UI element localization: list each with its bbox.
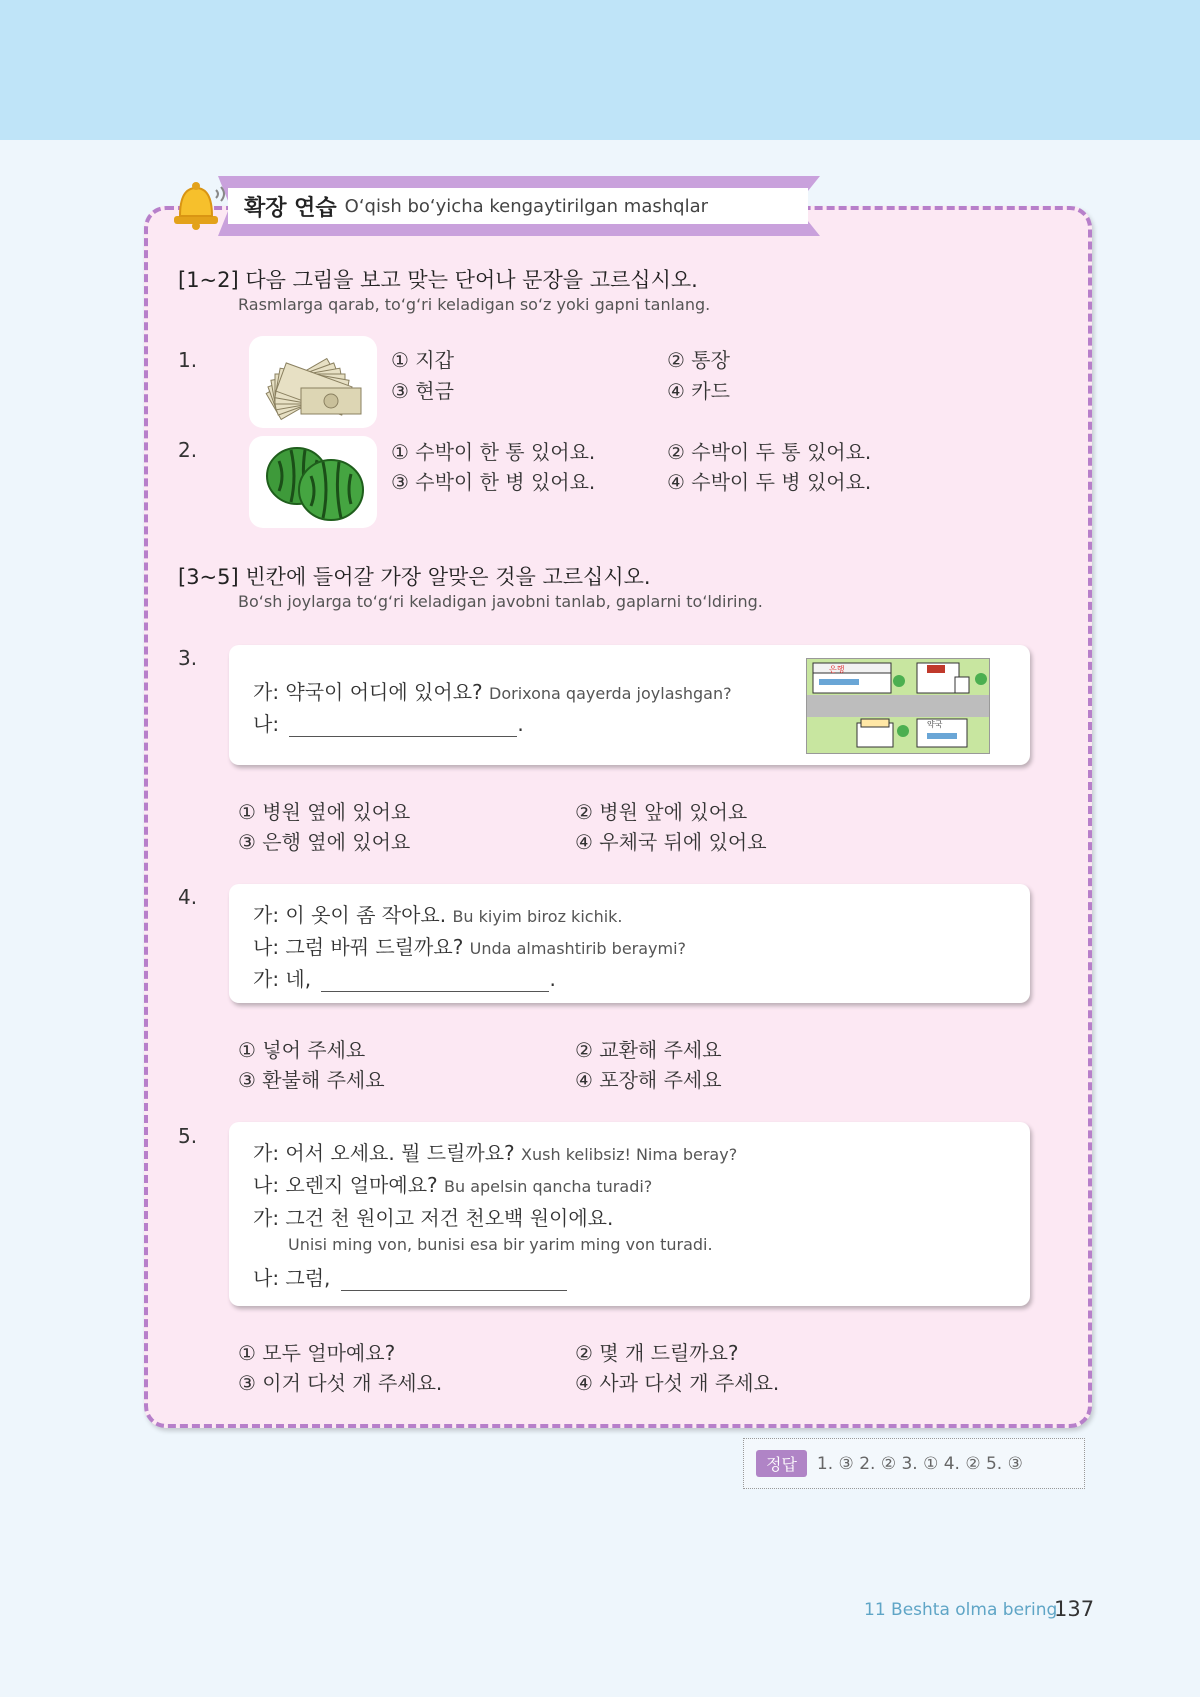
bell-icon (170, 176, 230, 232)
answer-key-label: 정답 (756, 1450, 807, 1477)
instruction-2-uzbek: Bo‘sh joylarga to‘g‘ri keladigan javobni tanlab, gaplarni to‘ldiring. (238, 592, 763, 611)
footer-chapter-title: 11 Beshta olma bering (864, 1600, 1058, 1620)
q5-line-4: 나: 그럼, (253, 1262, 567, 1291)
q5-line-3-translation: Unisi ming von, bunisi esa bir yarim ming von turadi. (288, 1235, 713, 1254)
answer-key (743, 1438, 1085, 1489)
q3-line-1: 가: 약국이 어디에 있어요? Dorixona qayerda joylashgan? (253, 680, 732, 704)
q5-answer-blank[interactable] (341, 1270, 567, 1291)
section-title (228, 188, 808, 224)
q2-option-3[interactable]: ③ 수박이 한 병 있어요. (391, 470, 596, 494)
q2-option-1[interactable]: ① 수박이 한 통 있어요. (391, 440, 596, 464)
q4-line-2: 나: 그럼 바꿔 드릴까요? Unda almashtirib beraymi? (253, 935, 687, 959)
q5-option-2[interactable]: ② 몇 개 드릴까요? (575, 1341, 739, 1365)
question-1-number: 1. (178, 348, 198, 372)
q2-option-2[interactable]: ② 수박이 두 통 있어요. (667, 440, 872, 464)
q3-option-2[interactable]: ② 병원 앞에 있어요 (575, 800, 748, 824)
top-band (0, 0, 1200, 140)
question-4-dialog (229, 884, 1030, 1003)
q3-option-1[interactable]: ① 병원 옆에 있어요 (238, 800, 411, 824)
q4-line-1: 가: 이 옷이 좀 작아요. Bu kiyim biroz kichik. (253, 903, 623, 927)
q5-option-1[interactable]: ① 모두 얼마예요? (238, 1341, 396, 1365)
q5-line-2: 나: 오렌지 얼마예요? Bu apelsin qancha turadi? (253, 1173, 653, 1197)
map-label-pharmacy: 약국 (927, 720, 943, 729)
q3-line-2: 나: . (253, 712, 524, 736)
cash-image (249, 336, 377, 428)
q4-answer-blank[interactable] (321, 971, 549, 992)
page-number: 137 (1054, 1597, 1095, 1621)
title-korean: 확장 연습 (244, 195, 337, 221)
q3-option-3[interactable]: ③ 은행 옆에 있어요 (238, 830, 411, 854)
q5-option-3[interactable]: ③ 이거 다섯 개 주세요. (238, 1371, 443, 1395)
map-label-bank: 은행 (829, 665, 845, 674)
q1-option-3[interactable]: ③ 현금 (391, 379, 454, 403)
question-2-number: 2. (178, 438, 198, 462)
q5-line-1: 가: 어서 오세요. 뭘 드릴까요? Xush kelibsiz! Nima beray? (253, 1141, 738, 1165)
q4-option-3[interactable]: ③ 환불해 주세요 (238, 1068, 385, 1092)
q2-option-4[interactable]: ④ 수박이 두 병 있어요. (667, 470, 872, 494)
q4-option-1[interactable]: ① 넣어 주세요 (238, 1038, 366, 1062)
watermelon-image (249, 436, 377, 528)
title-uzbek: O‘qish bo‘yicha kengaytirilgan mashqlar (344, 195, 708, 217)
street-map-image (806, 658, 990, 754)
q1-option-4[interactable]: ④ 카드 (667, 379, 730, 403)
q5-line-3: 가: 그건 천 원이고 저건 천오백 원이에요. (253, 1206, 614, 1230)
q1-option-1[interactable]: ① 지갑 (391, 348, 454, 372)
instruction-2-korean: [3~5] 빈칸에 들어갈 가장 알맞은 것을 고르십시오. (178, 565, 651, 589)
answer-key-text: 1. ③ 2. ② 3. ① 4. ② 5. ③ (816, 1453, 1023, 1474)
q3-answer-blank[interactable] (289, 716, 517, 737)
q4-option-2[interactable]: ② 교환해 주세요 (575, 1038, 722, 1062)
q4-line-3: 가: 네, . (253, 967, 556, 991)
q5-option-4[interactable]: ④ 사과 다섯 개 주세요. (575, 1371, 780, 1395)
question-5-number: 5. (178, 1124, 198, 1148)
question-4-number: 4. (178, 885, 198, 909)
q3-option-4[interactable]: ④ 우체국 뒤에 있어요 (575, 830, 767, 854)
instruction-1-korean: [1~2] 다음 그림을 보고 맞는 단어나 문장을 고르십시오. (178, 268, 698, 292)
question-5-dialog (229, 1122, 1030, 1306)
q4-option-4[interactable]: ④ 포장해 주세요 (575, 1068, 722, 1092)
instruction-1-uzbek: Rasmlarga qarab, to‘g‘ri keladigan so‘z yoki gapni tanlang. (238, 295, 711, 314)
q1-option-2[interactable]: ② 통장 (667, 348, 730, 372)
question-3-number: 3. (178, 646, 198, 670)
